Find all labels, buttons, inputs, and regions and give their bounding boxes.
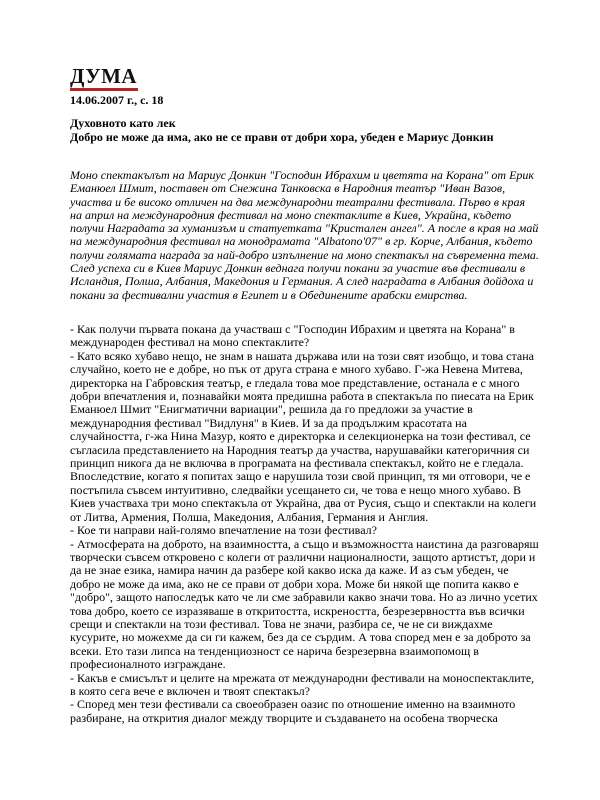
article-headline: Добро не може да има, ако не се прави от добри хора, убеден е Мариус Донкин — [70, 130, 494, 144]
body-paragraph: - Кое ти направи най-голямо впечатление на този фестивал? — [70, 523, 377, 538]
body-paragraph: - Като всяко хубаво нещо, не знам в нашата държава или на този свят изобщо, и това стана случайно, което не е добре, но пък от друга страна е много хубаво. Г-жа Невена Митева, директорка на Габровския театър, е гледала това мое представление, останала е с много добри впечатления и, познавайки моята предишна работа в спектакъла по пиесата на Ерик Еманюел Шмит "Енигматични вариации", решила да го предложи за участие в международния фестивал "Видлуня" в Киев. И за да продължим красотата на случайността, г-жа Нина Мазур, която е директорка и селекционерка на този фестивал, се съгласила представлението на Народния театър да участва, нарушавайки категоричния си принцип никога да не включва в програмата на фестивала спектакъл, който не е гледала. Впоследствие, когато я попитах защо е нарушила този свой принцип, тя ми отговори, че е постъпила съвсем интуитивно, следвайки усещането си, че това е нещо много хубаво. В Киев участваха три моно спектакъла от Украйна, два от Русия, също и спектакли на колеги от Литва, Армения, Полша, Македония, Албания, Германия и Англия. — [70, 348, 537, 524]
body-paragraph: - Как получи първата покана да участваш с "Господин Ибрахим и цветята на Корана" в международен фестивал на моно спектаклите? — [70, 322, 515, 350]
body-paragraph: - Атмосферата на доброто, на взаимността, а също и възможността наистина да разговаряш творчески съвсем откровено с колеги от различни националности, защото артистът, дори и да не знае езика, намира начин да разбере кой какво иска да каже. И аз съм убеден, че добро не може да има, ако не се прави от добри хора. Може би някой ще попита какво е "добро", защото напоследък като че ли сме забравили какво значи това. Но аз лично усетих това добро, което се изразяваше в откритостта, искреността, безрезервността във всички срещи и спектакли на този фестивал. Това не значи, разбира се, че не си виждахме кусурите, но можехме да си ги кажем, без да се сърдим. А това според мен е за доброто за всеки. Ето тази липса на тенденциозност се нарича безрезервна взаимопомощ в професионалното изграждане. — [70, 536, 539, 672]
newspaper-logo — [70, 66, 138, 91]
date-page-line: 14.06.2007 г., с. 18 — [70, 93, 164, 107]
newspaper-logo-text: ДУМА — [70, 64, 138, 88]
article-rubric: Духовното като лек — [70, 116, 176, 130]
article-body — [70, 323, 540, 725]
lead-paragraph: Моно спектакълът на Мариус Донкин "Господин Ибрахим и цветята на Корана" от Ерик Еманюел Шмит, поставен от Снежина Танковска в Народния театър "Иван Вазов, участва и бе високо отличен на два международни театрални фестивала. Първо в края на април на международния фестивал на моно спектаклите в Киев, Украйна, където получи Наградата за хуманизъм и статуетката "Кристален ангел". А после в края на май на международния фестивал на монодрамата "Albatono'07" в гр. Корче, Албания, където получи голямата награда за най-добро изпълнение на моно спектакъл на съвременна тема. След успеха си в Киев Мариус Донкин веднага получи покани за участие във фестивали в Исландия, Полша, Албания, Македония и Германия. А след наградата в Албания дойдоха и покани за фестивални участия в Египет и в Обединените арабски емирства. — [70, 168, 539, 302]
body-paragraph: - Какъв е смисълът и целите на мрежата от международни фестивали на моноспектаклите, в която сега вече е включен и твоят спектакъл? — [70, 670, 535, 698]
body-paragraph: - Според мен тези фестивали са своеобразен оазис по отношение именно на взаимното разбиране, на открития диалог между творците и създаването на особена творческа — [70, 697, 516, 725]
article-lead — [70, 169, 540, 302]
